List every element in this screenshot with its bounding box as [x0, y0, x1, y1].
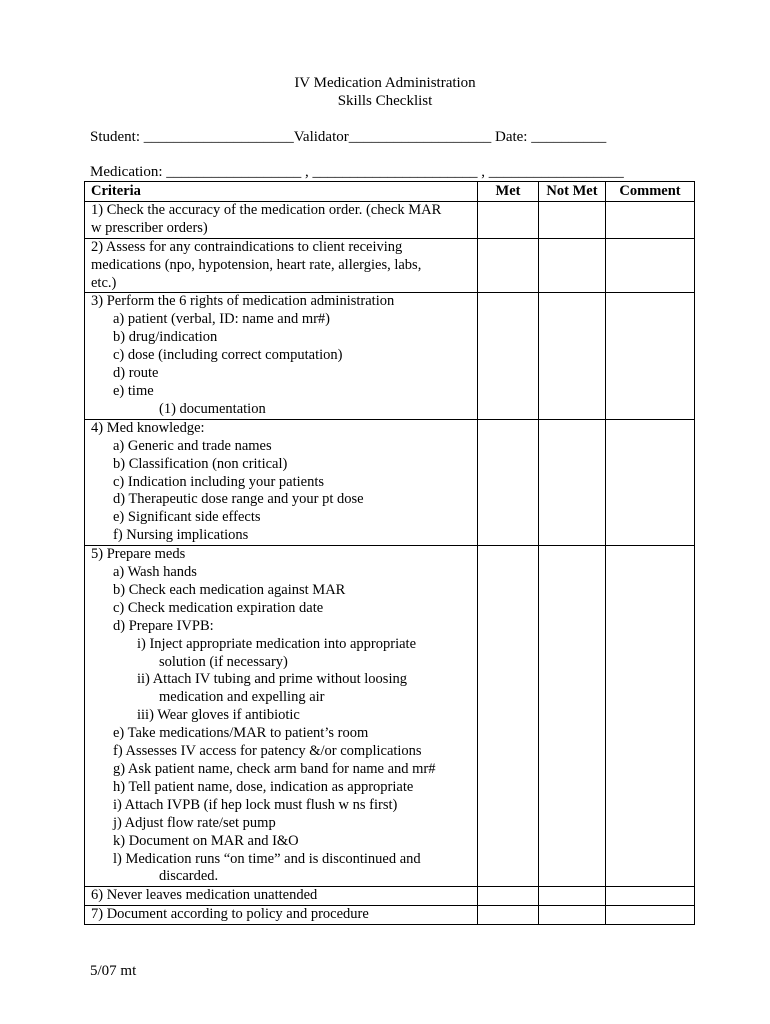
- criteria-line: (1) documentation: [159, 400, 266, 417]
- not-met-header: Not Met: [539, 182, 606, 202]
- criteria-line: a) patient (verbal, ID: name and mr#): [113, 311, 331, 328]
- comment-cell[interactable]: [606, 906, 695, 925]
- criteria-line: ii) Attach IV tubing and prime without loosing: [137, 671, 407, 688]
- criteria-line: a) Wash hands: [113, 564, 197, 581]
- criteria-cell: [85, 906, 478, 925]
- met-cell[interactable]: [478, 201, 539, 238]
- criteria-line: c) Indication including your patients: [113, 473, 325, 490]
- criteria-line: w prescriber orders): [91, 219, 208, 236]
- met-cell[interactable]: [478, 293, 539, 419]
- criteria-line: b) Classification (non critical): [113, 455, 288, 472]
- criteria-line: d) Therapeutic dose range and your pt dose: [113, 491, 364, 508]
- criteria-line: 5) Prepare meds: [91, 546, 186, 563]
- comment-cell[interactable]: [606, 546, 695, 887]
- criteria-line: 2) Assess for any contraindications to client receiving: [91, 238, 403, 255]
- criteria-line: 6) Never leaves medication unattended: [91, 887, 318, 904]
- criteria-line: j) Adjust flow rate/set pump: [113, 814, 276, 831]
- document-subtitle: Skills Checklist: [337, 93, 433, 109]
- not-met-cell[interactable]: [539, 546, 606, 887]
- criteria-line: 4) Med knowledge:: [91, 419, 205, 436]
- criteria-line: etc.): [91, 274, 117, 291]
- comment-cell[interactable]: [606, 419, 695, 545]
- criteria-header: Criteria: [85, 182, 478, 202]
- criteria-cell: [85, 293, 478, 419]
- criteria-line: g) Ask patient name, check arm band for name and mr#: [113, 761, 436, 777]
- criteria-line: medications (npo, hypotension, heart rate, allergies, labs,: [91, 256, 422, 273]
- criteria-cell: [85, 419, 478, 545]
- met-header: Met: [478, 182, 539, 202]
- criteria-line: d) route: [113, 365, 159, 382]
- criteria-line: h) Tell patient name, dose, indication as appropriate: [113, 778, 414, 795]
- criteria-line: a) Generic and trade names: [113, 437, 272, 454]
- criteria-line: l) Medication runs “on time” and is discontinued and: [113, 850, 421, 867]
- footer-date: 5/07 mt: [90, 963, 137, 979]
- criteria-line: c) Check medication expiration date: [113, 599, 324, 616]
- criteria-line: b) drug/indication: [113, 329, 218, 346]
- table-row: [85, 293, 695, 419]
- criteria-line: e) Significant side effects: [113, 509, 261, 526]
- criteria-cell: [85, 201, 478, 238]
- criteria-line: d) Prepare IVPB:: [113, 617, 214, 634]
- student-validator-date-fields: Student: ____________________Validator___________________ Date: __________: [90, 129, 607, 145]
- criteria-line: solution (if necessary): [159, 653, 288, 670]
- criteria-line: 1) Check the accuracy of the medication order. (check MAR: [91, 201, 442, 218]
- criteria-cell: [85, 238, 478, 293]
- criteria-line: i) Attach IVPB (if hep lock must flush w ns first): [113, 796, 398, 813]
- met-cell[interactable]: [478, 546, 539, 887]
- criteria-line: b) Check each medication against MAR: [113, 581, 346, 598]
- table-row: [85, 906, 695, 925]
- criteria-line: i) Inject appropriate medication into appropriate: [137, 635, 417, 652]
- criteria-line: k) Document on MAR and I&O: [113, 832, 299, 849]
- table-row: [85, 419, 695, 545]
- not-met-cell[interactable]: [539, 419, 606, 545]
- comment-cell[interactable]: [606, 238, 695, 293]
- table-row: [85, 238, 695, 293]
- criteria-cell: [85, 546, 478, 887]
- criteria-line: c) dose (including correct computation): [113, 347, 343, 364]
- criteria-line: 7) Document according to policy and procedure: [91, 906, 369, 923]
- criteria-line: e) time: [113, 382, 154, 399]
- not-met-cell[interactable]: [539, 293, 606, 419]
- medication-fields: Medication: __________________ , ______________________ , __________________: [90, 164, 624, 180]
- met-cell[interactable]: [478, 238, 539, 293]
- not-met-cell[interactable]: [539, 887, 606, 906]
- comment-cell[interactable]: [606, 293, 695, 419]
- not-met-cell[interactable]: [539, 906, 606, 925]
- table-row: [85, 887, 695, 906]
- criteria-line: f) Assesses IV access for patency &/or complications: [113, 743, 422, 760]
- criteria-line: f) Nursing implications: [113, 527, 249, 544]
- met-cell[interactable]: [478, 887, 539, 906]
- table-header-row: [85, 182, 695, 202]
- document-title: IV Medication Administration: [294, 75, 476, 91]
- not-met-cell[interactable]: [539, 238, 606, 293]
- not-met-cell[interactable]: [539, 201, 606, 238]
- criteria-line: 3) Perform the 6 rights of medication administration: [91, 293, 395, 310]
- criteria-line: discarded.: [159, 868, 219, 885]
- met-cell[interactable]: [478, 906, 539, 925]
- criteria-line: e) Take medications/MAR to patient’s room: [113, 725, 369, 742]
- comment-cell[interactable]: [606, 887, 695, 906]
- checklist-table: [84, 181, 695, 925]
- comment-cell[interactable]: [606, 201, 695, 238]
- met-cell[interactable]: [478, 419, 539, 545]
- criteria-cell: [85, 887, 478, 906]
- criteria-line: medication and expelling air: [159, 689, 325, 706]
- comment-header: Comment: [606, 182, 695, 202]
- criteria-line: iii) Wear gloves if antibiotic: [137, 707, 300, 724]
- table-row: [85, 546, 695, 887]
- table-row: [85, 201, 695, 238]
